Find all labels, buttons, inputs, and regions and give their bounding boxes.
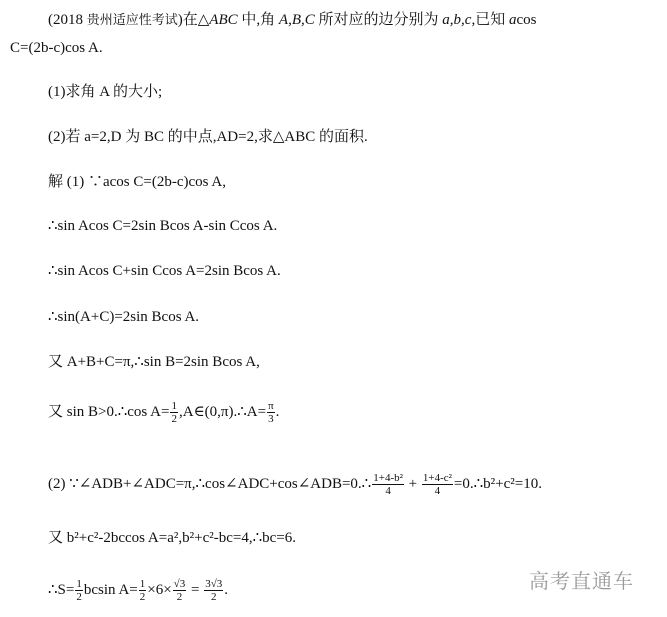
solution-step-1: 解 (1) ∵acos C=(2b-c)cos A, [48,174,227,190]
problem-source: 贵州适应性考试 [86,13,178,28]
fraction-s9-4: $\frac{3√3}{2}$ [205,578,223,603]
solution-step-4: ∴sin(A+C)=2sin Bcos A. [48,309,200,325]
watermark: 高考直通车 [529,569,634,593]
solution-step-5: 又 A+B+C=π,∴sin B=2sin Bcos A, [48,354,260,370]
fraction-b: $\frac{\text{1+4-b²}}{4}$ [373,472,403,497]
fraction-s9-3: $\frac{√3}{2}$ [173,578,186,603]
solution-step-9: ∴S= $\frac{1}{2}$ bcsin A= $\frac{1}{2}$ ×6× $\frac{√3}{2}$ = $\frac{3√3}{2}$ . [48,578,228,603]
solution-step-7: (2) ∵∠ADB+∠ADC=π,∴cos∠ADC+cos∠ADB=0.∴ $\frac{\text{1+4-b²}}{4}$ + $\frac{\text{1+4-c²}}{4}$ =0.∴b²+c²=10. [48,472,542,497]
fraction-pi-third: $\frac{\pi}{3}$ [268,400,274,425]
problem-part-2: (2)若 a=2,D 为 BC 的中点,AD=2,求△ABC 的面积. [48,129,368,145]
solution-step-3: ∴sin Acos C+sin Ccos A=2sin Bcos A. [48,263,281,279]
problem-line-2: C=(2b-c)cos A. [10,40,103,56]
solution-step-6: 又 sin B>0.∴cos A= $\frac{1}{2}$ ,A∈(0,π).∴A= $\frac{\pi}{3}$ . [48,400,280,425]
fraction-half: $\frac{1}{2}$ [171,400,177,425]
solution-step-2: ∴sin Acos C=2sin Bcos A-sin Ccos A. [48,218,278,234]
problem-line-1: (2018 贵州适应性考试)在△ABC 中,角 A,B,C 所对应的边分别为 a,b,c,已知 acos [48,12,537,28]
solution-step-8: 又 b²+c²-2bccos A=a²,b²+c²-bc=4,∴bc=6. [48,530,297,546]
fraction-s9-1: $\frac{1}{2}$ [76,578,82,603]
fraction-s9-2: $\frac{1}{2}$ [139,578,146,603]
fraction-c: $\frac{\text{1+4-c²}}{4}$ [422,472,452,497]
problem-part-1: (1)求角 A 的大小; [48,84,163,100]
